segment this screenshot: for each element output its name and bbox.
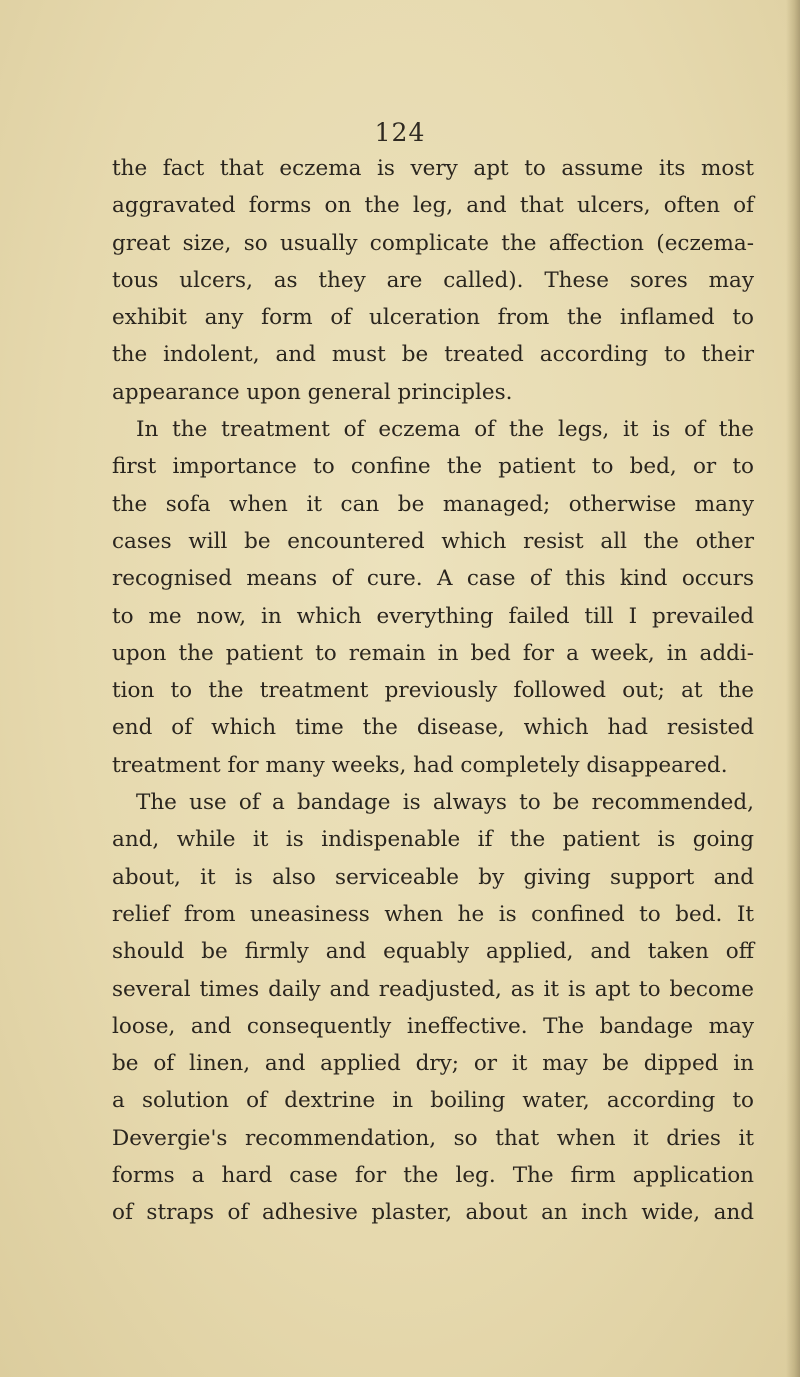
text-line: relief from uneasiness when he is confined to bed. It xyxy=(112,901,754,927)
text-line: be of linen, and applied dry; or it may be dipped in xyxy=(112,1051,754,1077)
text-line: In the treatment of eczema of the legs, it is of the xyxy=(136,417,754,443)
page-number: 124 xyxy=(374,118,426,147)
text-line: appearance upon general principles. xyxy=(112,379,513,405)
text-line: great size, so usually complicate the affection (eczema- xyxy=(112,230,754,256)
text-line: of straps of adhesive plaster, about an inch wide, and xyxy=(112,1200,754,1226)
text-line: The use of a bandage is always to be recommended, xyxy=(136,790,754,816)
text-line: the fact that eczema is very apt to assume its most xyxy=(112,156,754,181)
body-text xyxy=(112,150,754,1232)
text-line: to me now, in which everything failed till I prevailed xyxy=(112,603,754,629)
text-line: the sofa when it can be managed; otherwise many xyxy=(112,491,754,517)
text-line: about, it is also serviceable by giving support and xyxy=(112,864,754,890)
text-line: recognised means of cure. A case of this kind occurs xyxy=(112,566,754,592)
text-line: and, while it is indispenable if the patient is going xyxy=(112,827,754,853)
text-line: treatment for many weeks, had completely disappeared. xyxy=(112,752,728,778)
text-line: aggravated forms on the leg, and that ulcers, often of xyxy=(112,193,754,219)
text-line: Devergie's recommendation, so that when it dries it xyxy=(112,1125,754,1151)
text-line: a solution of dextrine in boiling water, according to xyxy=(112,1088,754,1114)
text-line: should be firmly and equably applied, and taken off xyxy=(112,939,754,965)
text-line: loose, and consequently ineffective. The bandage may xyxy=(112,1013,754,1039)
text-line: forms a hard case for the leg. The firm application xyxy=(112,1163,754,1189)
text-line: several times daily and readjusted, as it is apt to become xyxy=(112,976,754,1002)
text-line: tous ulcers, as they are called). These sores may xyxy=(112,267,754,293)
text-line: the indolent, and must be treated according to their xyxy=(112,342,754,368)
text-line: upon the patient to remain in bed for a week, in addi- xyxy=(112,640,754,666)
text-line: exhibit any form of ulceration from the inflamed to xyxy=(112,305,754,331)
text-line: tion to the treatment previously followed out; at the xyxy=(112,678,754,704)
text-line: first importance to confine the patient to bed, or to xyxy=(112,454,754,480)
page-edge-shadow xyxy=(786,0,800,1377)
text-line: end of which time the disease, which had resisted xyxy=(112,715,754,741)
text-line: cases will be encountered which resist all the other xyxy=(112,528,754,554)
